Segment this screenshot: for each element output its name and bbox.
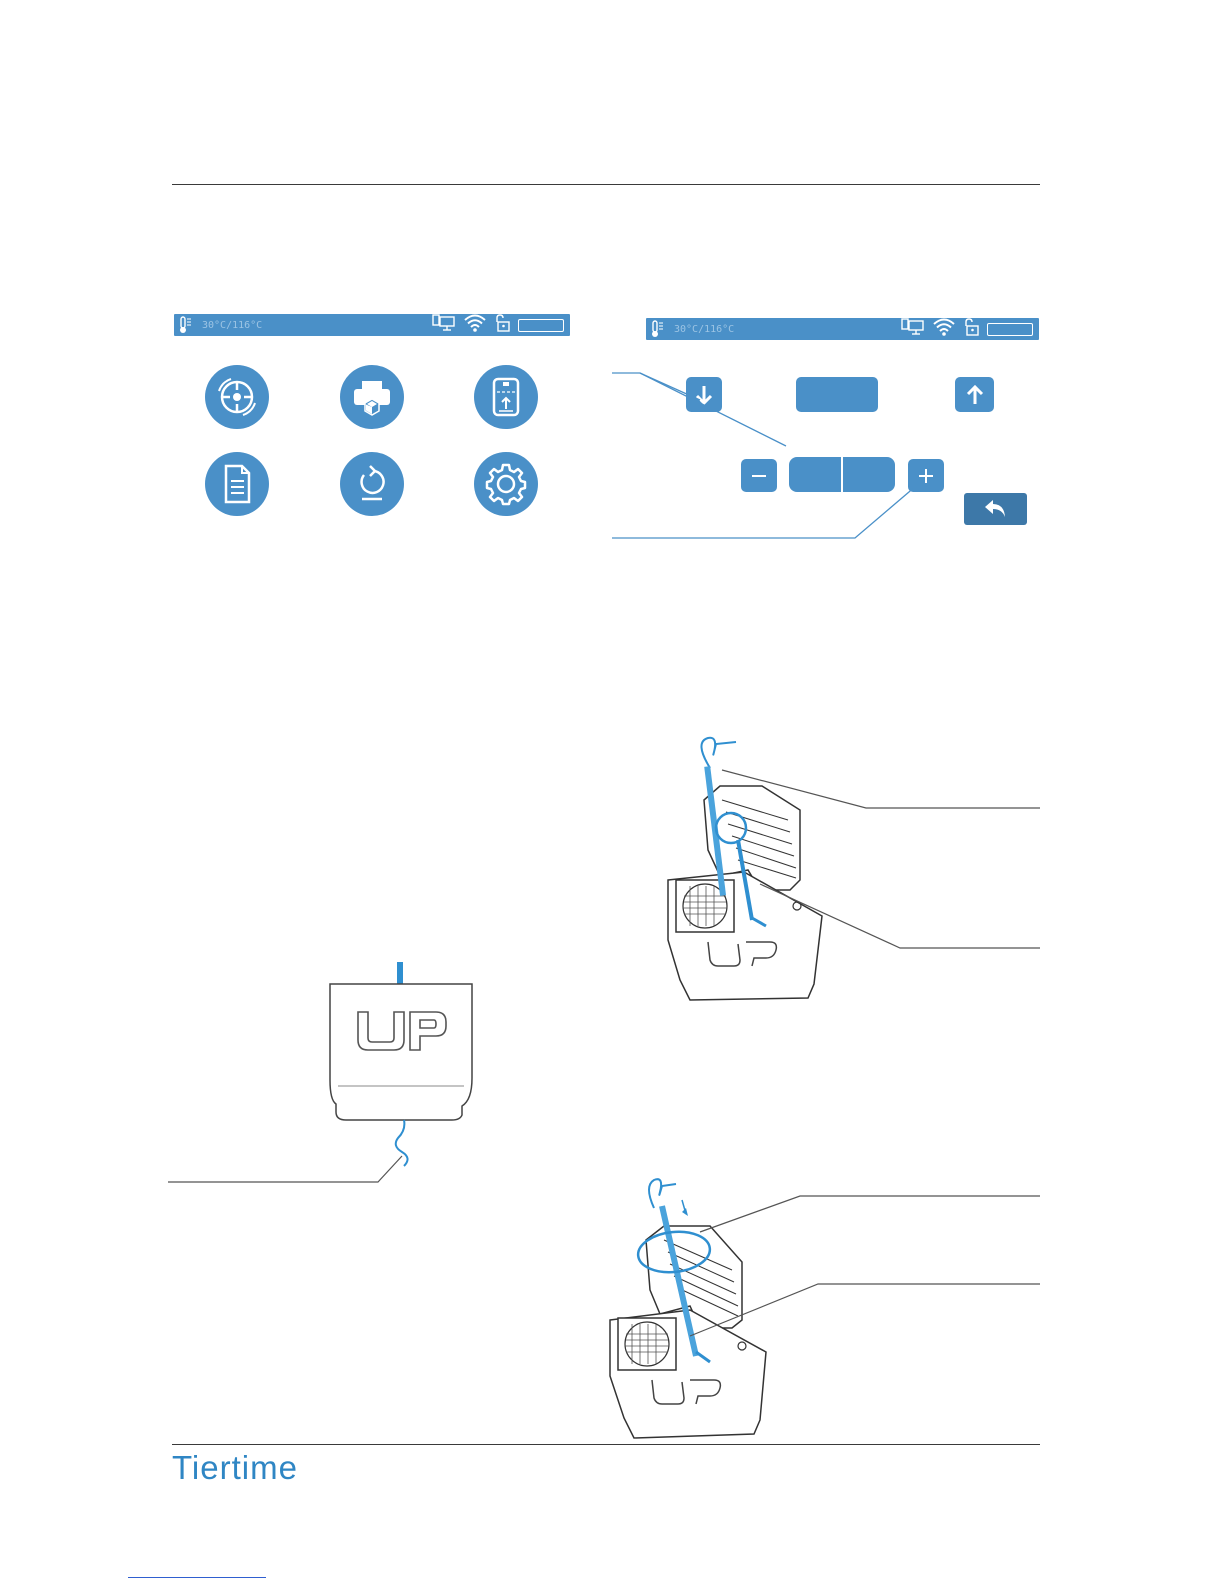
footer-rule bbox=[172, 1444, 1040, 1445]
temperature-readout: 30°C/116°C bbox=[674, 323, 735, 335]
brand-logo: Tiertime bbox=[172, 1449, 298, 1486]
temperature-readout: 30°C/116°C bbox=[202, 319, 263, 331]
footer-link-underline bbox=[128, 1577, 266, 1578]
